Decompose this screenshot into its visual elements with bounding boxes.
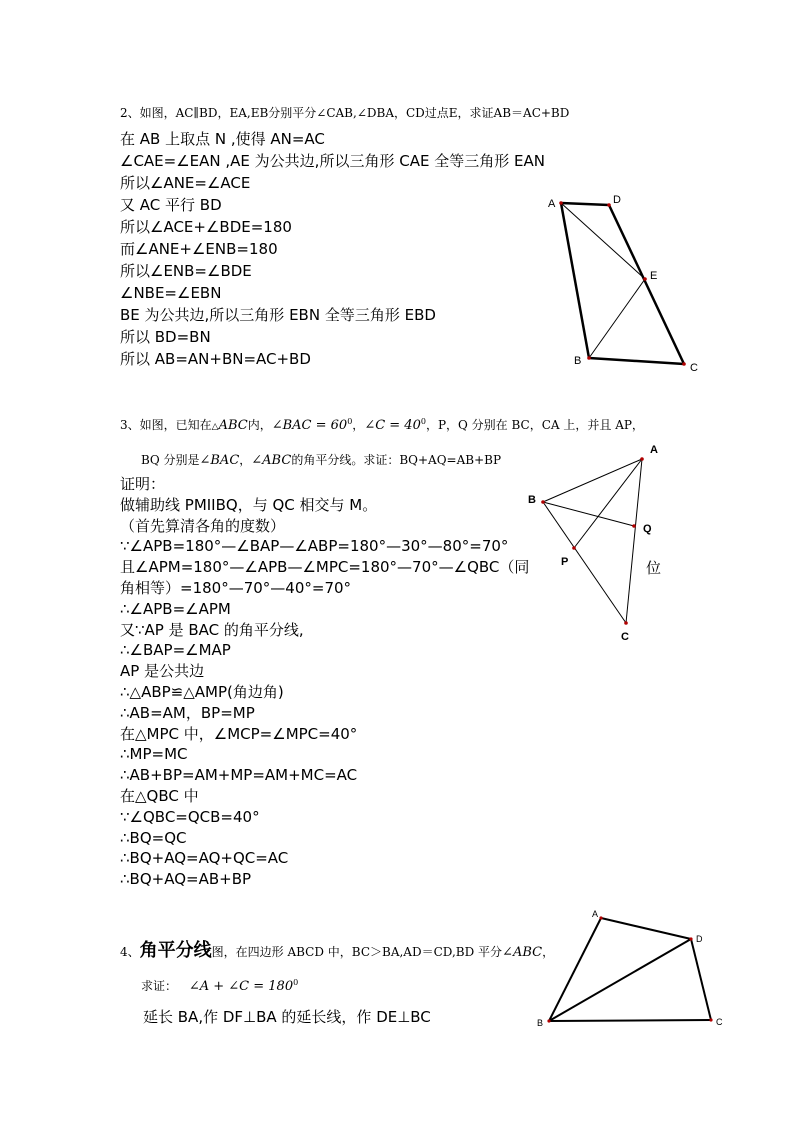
- label-A: A: [592, 909, 599, 919]
- stray-char: 位: [646, 559, 662, 577]
- proof-line: ∴BQ=QC: [120, 828, 187, 847]
- label-C: C: [716, 1017, 723, 1027]
- segment-BC: [549, 1020, 711, 1021]
- label-B: B: [528, 494, 536, 506]
- proof-line: 在△MPC 中，∠MCP=∠MPC=40°: [120, 724, 358, 743]
- label-A: A: [548, 198, 556, 210]
- degree-mark: 0: [347, 417, 353, 426]
- proof-line: BE 为公共边,所以三角形 EBN 全等三角形 EBD: [120, 306, 436, 324]
- triangle-symbol: △: [211, 422, 219, 432]
- proof-line: ∴BQ+AQ=AQ+QC=AC: [120, 849, 289, 868]
- angle-bac: ∠BAC = 60: [271, 418, 348, 433]
- proof-line: AP 是公共边: [120, 662, 205, 681]
- label-C: C: [690, 362, 698, 374]
- proof-line: ∴△ABP≌△AMP(角边角): [120, 682, 284, 701]
- label-C: C: [621, 631, 629, 643]
- angle-abc: ∠ABC: [251, 453, 292, 468]
- label-A: A: [650, 444, 658, 456]
- proof-line: ∵∠APB=180°—∠BAP—∠ABP=180°—30°—80°=70°: [120, 537, 509, 556]
- label-E: E: [650, 270, 658, 282]
- problem-4-line: 延长 BA,作 DF⊥BA 的延长线，作 DE⊥BC: [143, 1008, 431, 1026]
- proof-line: 所以 AB=AN+BN=AC+BD: [120, 350, 311, 368]
- degree-mark: 0: [293, 978, 299, 987]
- proof-line: 证明：: [120, 475, 166, 493]
- problem-number: 4、: [120, 945, 140, 959]
- proof-line: （首先算清各角的度数）: [120, 516, 286, 535]
- proof-line: 做辅助线 PMIIBQ，与 QC 相交与 M。: [120, 495, 378, 514]
- angle-abc: ∠ABC: [502, 945, 543, 960]
- heading-text: BQ 分别是: [141, 453, 200, 467]
- proof-line: 所以∠ANE=∠ACE: [120, 174, 251, 192]
- label-D: D: [696, 934, 703, 944]
- label-Q: Q: [643, 523, 652, 535]
- prove-label: 求证：: [141, 979, 178, 993]
- heading-text: ，P，Q 分别在 BC，CA 上，并且 AP，: [425, 418, 644, 432]
- angle-sum-formula: ∠A + ∠C = 180: [188, 979, 294, 994]
- proof-line: ∠CAE=∠EAN ,AE 为公共边,所以三角形 CAE 全等三角形 EAN: [120, 152, 545, 170]
- proof-line: ∴BQ+AQ=AB+BP: [120, 870, 252, 889]
- proof-line: ∵∠QBC=QCB=40°: [120, 807, 260, 826]
- proof-line: 在△QBC 中: [120, 786, 199, 805]
- comma: ，: [352, 418, 365, 432]
- proof-line: 且∠APM=180°—∠APB—∠MPC=180°—70°—∠QBC（同: [120, 558, 530, 577]
- label-P: P: [561, 556, 569, 568]
- heading-text: 内，: [247, 418, 272, 432]
- degree-mark: 0: [420, 417, 426, 426]
- label-B: B: [537, 1018, 544, 1028]
- comma: ，: [239, 453, 252, 467]
- heading-text: 3、如图，已知在: [120, 418, 212, 432]
- label-B: B: [574, 355, 582, 367]
- proof-line: ∴AB=AM，BP=MP: [120, 703, 255, 722]
- angle-bac: ∠BAC: [199, 453, 240, 468]
- heading-text: 图，在四边形 ABCD 中，BC＞BA,AD＝CD,BD 平分: [211, 945, 503, 959]
- proof-line: 所以∠ACE+∠BDE=180: [120, 218, 292, 236]
- proof-line: 又∵AP 是 BAC 的角平分线,: [120, 620, 304, 639]
- proof-line: ∴∠BAP=∠MAP: [120, 641, 231, 660]
- segment-AD: [601, 918, 691, 939]
- proof-line: ∴MP=MC: [120, 745, 188, 764]
- problem-2-heading: 2、如图，AC∥BD，EA,EB分别平分∠CAB,∠DBA，CD过点E，求证AB＝AC+BD: [120, 106, 570, 120]
- proof-line: 又 AC 平行 BD: [120, 196, 222, 214]
- triangle-name: ABC: [218, 418, 248, 433]
- segment-DC: [691, 939, 711, 1020]
- proof-line: 在 AB 上取点 N ,使得 AN=AC: [120, 130, 325, 148]
- heading-text: 的角平分线。求证：BQ+AQ=AB+BP: [291, 453, 502, 467]
- proof-line: 而∠ANE+∠ENB=180: [120, 240, 278, 258]
- proof-line: 角相等）=180°—70°—40°=70°: [120, 578, 352, 597]
- bold-keyword: 角平分线: [139, 940, 212, 961]
- proof-line: ∴∠APB=∠APM: [120, 599, 231, 618]
- angle-c: ∠C = 40: [364, 418, 421, 433]
- proof-line: 所以 BD=BN: [120, 328, 211, 346]
- proof-line: 所以∠ENB=∠BDE: [120, 262, 252, 280]
- label-D: D: [613, 194, 621, 206]
- proof-line: ∴AB+BP=AM+MP=AM+MC=AC: [120, 766, 358, 785]
- proof-line: ∠NBE=∠EBN: [120, 284, 222, 302]
- comma: ，: [542, 945, 555, 959]
